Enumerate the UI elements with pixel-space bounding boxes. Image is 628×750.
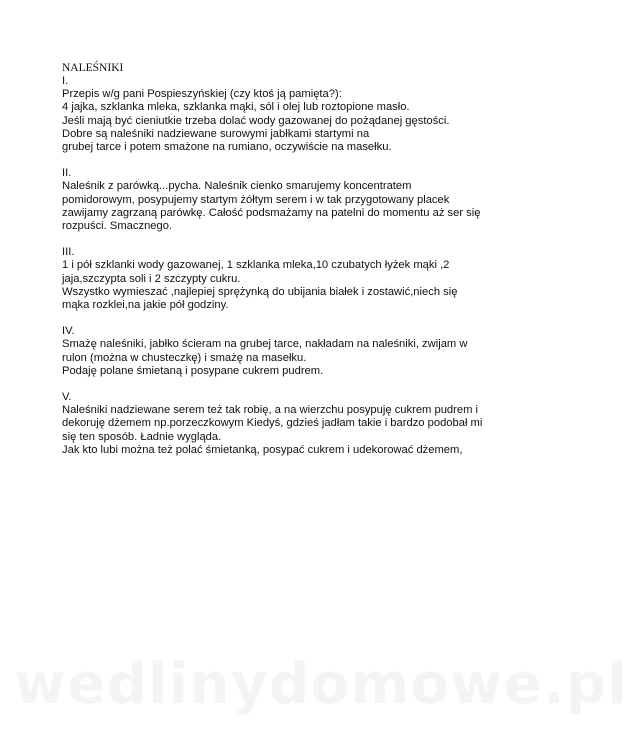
document-title: NALEŚNIKI <box>62 62 124 74</box>
section-heading: V. <box>62 391 72 404</box>
section-2 <box>62 167 524 233</box>
text-line: rulon (można w chusteczkę) i smażę na masełku. <box>62 351 307 364</box>
text-line: grubej tarce i potem smażone na rumiano, oczywiście na masełku. <box>62 141 392 154</box>
text-line: Smażę naleśniki, jabłko ścieram na grubej tarce, nakładam na naleśniki, zwijam w <box>62 338 468 351</box>
section-heading: II. <box>62 167 72 180</box>
section-3 <box>62 246 524 312</box>
text-line: Jak kto lubi można też polać śmietanką, posypać cukrem i udekorować dżemem, <box>62 443 463 456</box>
section-5 <box>62 391 524 457</box>
section-heading: IV. <box>62 325 75 338</box>
paragraph-gap <box>62 233 524 246</box>
text-line: Naleśnik z parówką...pycha. Naleśnik cienko smarujemy koncentratem <box>62 180 412 193</box>
text-line: zawijamy zagrzaną parówkę. Całość podsmażamy na patelni do momentu aż ser się <box>62 206 481 219</box>
text-line: 4 jajka, szklanka mleka, szklanka mąki, sól i olej lub roztopione masło. <box>62 101 410 114</box>
paragraph-gap <box>62 154 524 167</box>
text-line: rozpuści. Smacznego. <box>62 220 173 233</box>
paragraph-gap <box>62 312 524 325</box>
text-line: jaja,szczypta soli i 2 szczypty cukru. <box>62 272 241 285</box>
watermark-logo: wedlinydomowe.pl <box>14 652 628 717</box>
paragraph-gap <box>62 378 524 391</box>
text-line: Wszystko wymieszać ,najlepiej sprężynką do ubijania białek i zostawić,niech się <box>62 285 458 298</box>
text-line: pomidorowym, posypujemy startym żółtym serem i w tak przygotowany placek <box>62 193 450 206</box>
section-heading: I. <box>62 75 69 87</box>
text-line: się ten sposób. Ładnie wygląda. <box>62 430 222 443</box>
text-line: dekoruję dżemem np.porzeczkowym Kiedyś, gdzieś jadłam takie i bardzo podobał mi <box>62 417 483 430</box>
text-line: Podaję polane śmietaną i posypane cukrem pudrem. <box>62 364 324 377</box>
text-line: Przepis w/g pani Pospieszyńskiej (czy ktoś ją pamięta?): <box>62 88 342 101</box>
text-line: Dobre są naleśniki nadziewane surowymi jabłkami startymi na <box>62 127 370 140</box>
section-4 <box>62 325 524 378</box>
text-line: Jeśli mają być cieniutkie trzeba dolać wody gazowanej do pożądanej gęstości. <box>62 114 450 127</box>
section-heading: III. <box>62 246 75 259</box>
document-body <box>62 62 524 457</box>
text-line: 1 i pół szklanki wody gazowanej, 1 szklanka mleka,10 czubatych łyżek mąki ,2 <box>62 259 450 272</box>
text-line: mąka rozklei,na jakie pół godziny. <box>62 299 229 312</box>
text-line: Naleśniki nadziewane serem też tak robię, a na wierzchu posypuję cukrem pudrem i <box>62 404 479 417</box>
section-1 <box>62 75 524 154</box>
